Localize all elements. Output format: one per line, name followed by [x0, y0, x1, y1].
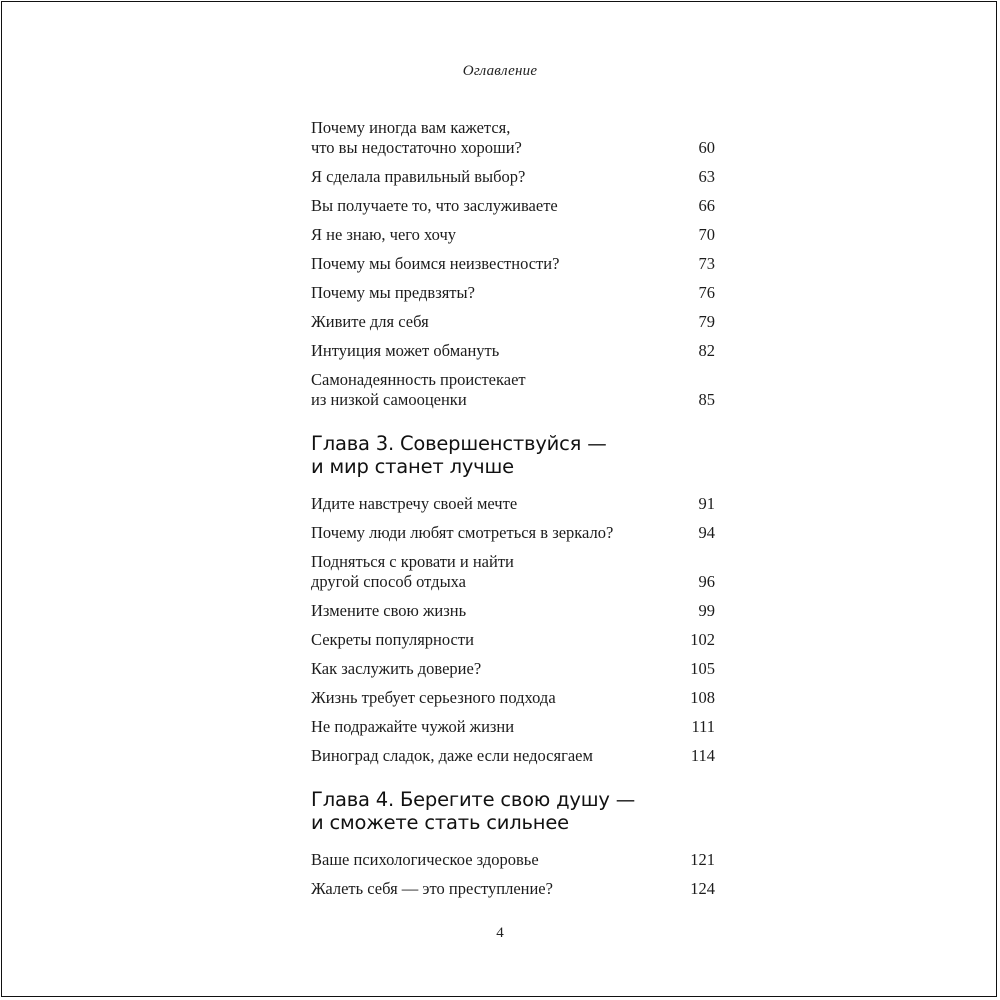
toc-entry-title [311, 167, 679, 187]
toc-section-continued [311, 118, 715, 410]
toc-entry [311, 659, 715, 679]
toc-entry-title [311, 746, 679, 766]
toc-entry-title [311, 688, 679, 708]
toc-entry [311, 370, 715, 410]
toc-entry [311, 283, 715, 303]
toc-entry-title [311, 630, 679, 650]
toc-entry-page-number: 73 [698, 254, 715, 273]
toc-entry [311, 494, 715, 514]
toc-entry-page-number: 91 [698, 494, 715, 513]
toc-entry-title [311, 341, 679, 361]
toc-entry-title-line: Почему мы боимся неизвестности? [311, 254, 560, 273]
toc-entry-title [311, 552, 679, 592]
toc-entry-title-line: Интуиция может обмануть [311, 341, 500, 360]
toc-entry-title-line: Подняться с кровати и найти [311, 552, 514, 571]
toc-entry-title [311, 312, 679, 332]
toc-entry-page-number: 85 [698, 390, 715, 409]
table-of-contents [311, 118, 715, 908]
chapter-4-heading-line-2: и сможете стать сильнее [311, 811, 569, 834]
toc-entry [311, 601, 715, 621]
chapter-3-heading [311, 432, 715, 478]
toc-entry-title [311, 196, 679, 216]
toc-entry-page-number: 63 [698, 167, 715, 186]
toc-entry-title [311, 254, 679, 274]
page-number: 4 [496, 925, 504, 941]
chapter-4-heading-line-1: Глава 4. Берегите свою душу — [311, 788, 636, 811]
toc-entry-title-line: Идите навстречу своей мечте [311, 494, 518, 513]
chapter-3-entries [311, 494, 715, 766]
toc-entry-title [311, 225, 679, 245]
toc-entry-title-line: Я сделала правильный выбор? [311, 167, 526, 186]
toc-entry-page-number: 76 [698, 283, 715, 302]
toc-entry-title-line: Секреты популярности [311, 630, 474, 649]
toc-entry-page-number: 94 [698, 523, 715, 542]
chapter-3-heading-line-1: Глава 3. Совершенствуйся — [311, 432, 607, 455]
toc-entry-title-line: Я не знаю, чего хочу [311, 225, 457, 244]
toc-entry-page-number: 114 [690, 746, 715, 765]
toc-entry [311, 254, 715, 274]
toc-entry-title-line: другой способ отдыха [311, 572, 467, 591]
chapter-4-heading [311, 788, 715, 834]
toc-entry-title-line: Виноград сладок, даже если недосягаем [311, 746, 593, 765]
toc-entry-title-line: что вы недостаточно хороши? [311, 138, 522, 157]
toc-entry-page-number: 66 [698, 196, 715, 215]
toc-entry [311, 688, 715, 708]
toc-entry-title [311, 523, 679, 543]
toc-entry-title [311, 494, 679, 514]
toc-entry-title-line: Почему люди любят смотреться в зеркало? [311, 523, 614, 542]
toc-entry [311, 879, 715, 899]
toc-entry-title [311, 601, 679, 621]
toc-entry-title [311, 283, 679, 303]
toc-entry-page-number: 124 [690, 879, 715, 898]
chapter-4-entries [311, 850, 715, 899]
toc-entry-title [311, 370, 679, 410]
toc-entry [311, 523, 715, 543]
toc-entry [311, 196, 715, 216]
chapter-3-heading-line-2: и мир станет лучше [311, 455, 514, 478]
toc-entry-page-number: 82 [698, 341, 715, 360]
toc-entry-title-line: Живите для себя [311, 312, 429, 331]
toc-entry-title-line: Почему иногда вам кажется, [311, 118, 511, 137]
toc-entry-title-line: Ваше психологическое здоровье [311, 850, 539, 869]
toc-entry-title [311, 850, 679, 870]
toc-entry-title-line: Жалеть себя — это преступление? [311, 879, 553, 898]
toc-entry-page-number: 60 [698, 138, 715, 157]
toc-entry [311, 630, 715, 650]
running-head: Оглавление [462, 63, 538, 79]
toc-entry [311, 746, 715, 766]
toc-entry [311, 552, 715, 592]
toc-entry-title-line: Жизнь требует серьезного подхода [311, 688, 556, 707]
toc-entry [311, 167, 715, 187]
toc-entry-page-number: 99 [698, 601, 715, 620]
toc-entry-title-line: Измените свою жизнь [311, 601, 467, 620]
toc-entry-title-line: Почему мы предвзяты? [311, 283, 475, 302]
toc-entry-title-line: из низкой самооценки [311, 390, 467, 409]
toc-entry-title-line: Как заслужить доверие? [311, 659, 482, 678]
toc-entry-title [311, 659, 679, 679]
toc-entry-title [311, 118, 679, 158]
toc-entry [311, 341, 715, 361]
toc-entry [311, 312, 715, 332]
toc-entry [311, 118, 715, 158]
toc-entry-page-number: 121 [690, 850, 715, 869]
toc-entry-page-number: 111 [691, 717, 715, 736]
toc-entry [311, 717, 715, 737]
toc-entry-page-number: 96 [698, 572, 715, 591]
toc-entry-page-number: 105 [690, 659, 715, 678]
toc-entry-title [311, 717, 679, 737]
toc-entry-title-line: Вы получаете то, что заслуживаете [311, 196, 558, 215]
toc-entry-page-number: 102 [690, 630, 715, 649]
toc-entry-page-number: 79 [698, 312, 715, 331]
toc-entry-page-number: 108 [690, 688, 715, 707]
toc-entry-title [311, 879, 679, 899]
toc-entry [311, 850, 715, 870]
toc-entry [311, 225, 715, 245]
toc-entry-title-line: Не подражайте чужой жизни [311, 717, 515, 736]
toc-entry-title-line: Самонадеянность проистекает [311, 370, 526, 389]
toc-entry-page-number: 70 [698, 225, 715, 244]
